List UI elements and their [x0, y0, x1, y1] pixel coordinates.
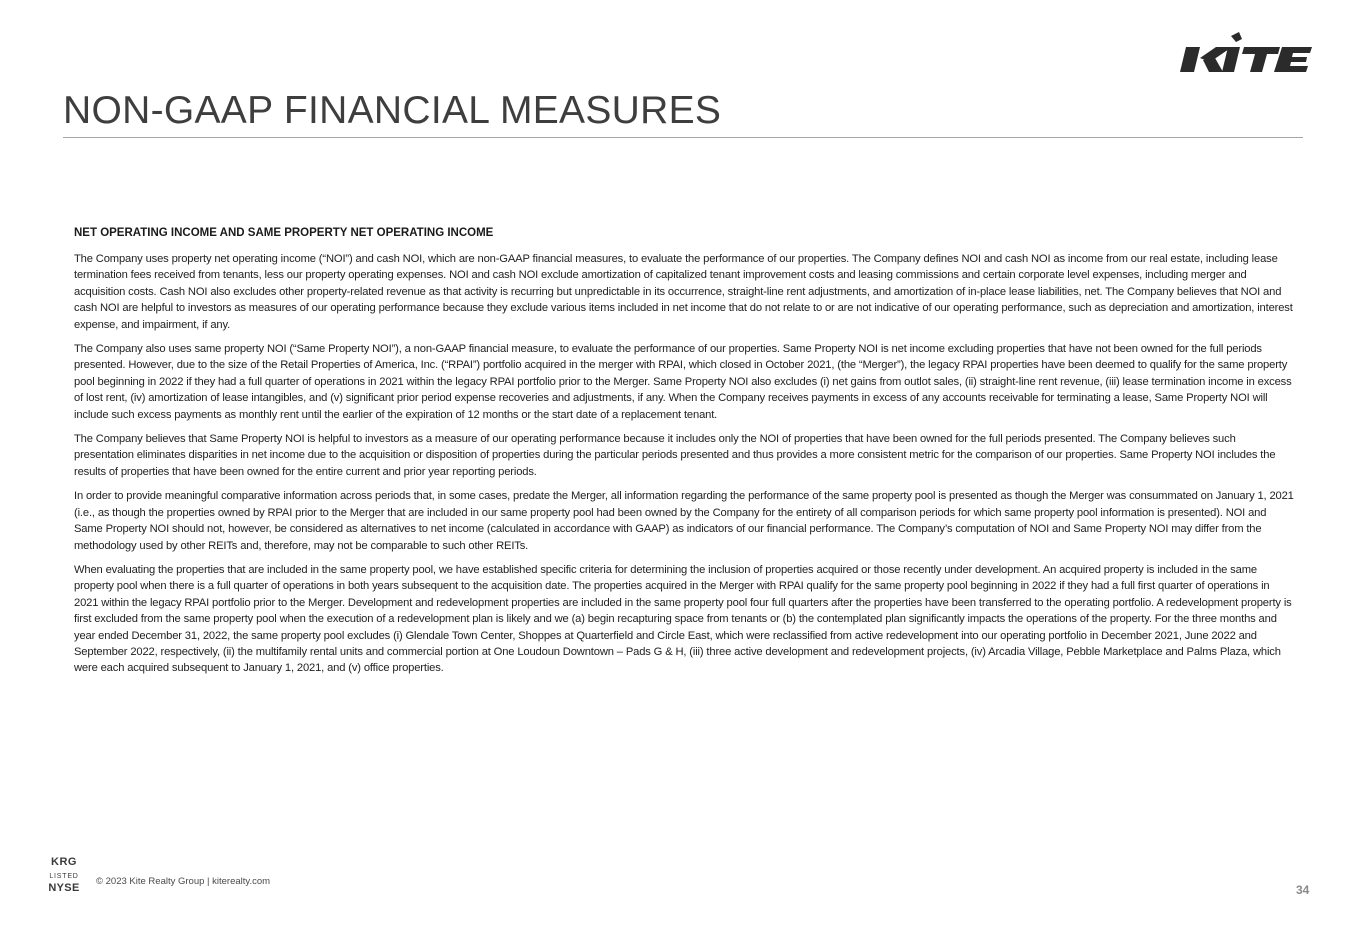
paragraph-merger-comparison: In order to provide meaningful comparative information across periods that, in some cases, predate the Merger, all information regarding the performance of the same property pool is presented as though the Merger was consummated on January 1, 2021 (i.e., as though the properties owned by RPAI prior to the Merger that are included in our same property pool had been owned by the Company for the entirety of all comparison periods for which same property pool information is presented). NOI and Same Property NOI should not, however, be considered as alternatives to net income (calculated in accordance with GAAP) as indicators of our financial performance. The Company’s computation of NOI and Same Property NOI may differ from the methodology used by other REITs and, therefore, may not be comparable to such other REITs.: [74, 490, 1294, 552]
kite-logo: [1176, 30, 1312, 76]
nyse-listed-badge: [46, 856, 82, 894]
copyright-notice: © 2023 Kite Realty Group | kiterealty.com: [96, 876, 271, 887]
exchange-name: NYSE: [48, 882, 80, 894]
ticker-symbol: KRG: [51, 856, 77, 868]
paragraph-noi-definition: The Company uses property net operating income (“NOI”) and cash NOI, which are non-GAAP financial measures, to evaluate the performance of our properties. The Company defines NOI and cash NOI as income from our real estate, including lease termination fees received from tenants, less our property operating expenses. NOI and cash NOI exclude amortization of capitalized tenant improvement costs and leasing commissions and certain corporate level expenses, including merger and acquisition costs. Cash NOI also excludes other property-related revenue as that activity is recurring but unpredictable in its occurrence, straight-line rent adjustments, and amortization of in-place lease liabilities, net. The Company believes that NOI and cash NOI are helpful to investors as measures of our operating performance because they exclude various items included in net income that do not relate to or are not indicative of our operating performance, such as depreciation and amortization, interest expense, and impairment, if any.: [74, 253, 1293, 331]
paragraph-same-property-noi: The Company also uses same property NOI (“Same Property NOI”), a non-GAAP financial measure, to evaluate the performance of our properties. Same Property NOI is net income excluding properties that have not been owned for the full periods presented. However, due to the size of the Retail Properties of America, Inc. (“RPAI”) portfolio acquired in the merger with RPAI, which closed in October 2021, (the “Merger”), the legacy RPAI properties have been deemed to qualify for the same property pool beginning in 2022 if they had a full quarter of operations in 2021 within the legacy RPAI portfolio prior to the Merger. Same Property NOI also excludes (i) net gains from outlot sales, (ii) straight-line rent revenue, (iii) lease termination income in excess of lost rent, (iv) amortization of lease intangibles, and (v) significant prior period expense recoveries and adjustments, if any. When the Company receives payments in excess of any accounts receivable for terminating a lease, Same Property NOI will include such excess payments as monthly rent until the earlier of the expiration of 12 months or the start date of a replacement tenant.: [74, 343, 1292, 421]
section-heading: NET OPERATING INCOME AND SAME PROPERTY NET OPERATING INCOME: [74, 227, 494, 239]
title-divider: [63, 137, 1303, 138]
paragraph-noi-helpfulness: The Company believes that Same Property NOI is helpful to investors as a measure of our operating performance because it includes only the NOI of properties that have been owned for the full periods presented. The Company believes such presentation eliminates disparities in net income due to the acquisition or disposition of properties during the particular periods presented and thus provides a more consistent metric for the comparison of our properties. Same Property NOI includes the results of properties that have been owned for the entire current and prior year reporting periods.: [74, 433, 1276, 478]
listed-label: LISTED: [49, 873, 79, 880]
page-number: 34: [1296, 883, 1310, 897]
page-title: NON-GAAP FINANCIAL MEASURES: [63, 89, 722, 132]
content-section: [74, 225, 1296, 685]
paragraph-pool-criteria: When evaluating the properties that are included in the same property pool, we have established specific criteria for determining the inclusion of properties acquired or those recently under development. An acquired property is included in the same property pool when there is a full quarter of operations in both years subsequent to the acquisition date. The properties acquired in the Merger with RPAI qualify for the same property pool beginning in 2022 if they had a full first quarter of operations in 2021 within the legacy RPAI portfolio prior to the Merger. Development and redevelopment properties are included in the same property pool four full quarters after the properties have been transferred to the operating portfolio. A redevelopment property is first excluded from the same property pool when the execution of a redevelopment plan is likely and we (a) begin recapturing space from tenants or (b) the contemplated plan significantly impacts the operations of the property. For the three months and year ended December 31, 2022, the same property pool excludes (i) Glendale Town Center, Shoppes at Quarterfield and Circle East, which were reclassified from active redevelopment into our operating portfolio in December 2021, June 2022 and September 2022, respectively, (ii) the multifamily rental units and commercial portion at One Loudoun Downtown – Pads G & H, (iii) three active development and redevelopment projects, (iv) Arcadia Village, Pebble Marketplace and Palms Plaza, which were each acquired subsequent to January 1, 2021, and (v) office properties.: [74, 563, 1292, 675]
